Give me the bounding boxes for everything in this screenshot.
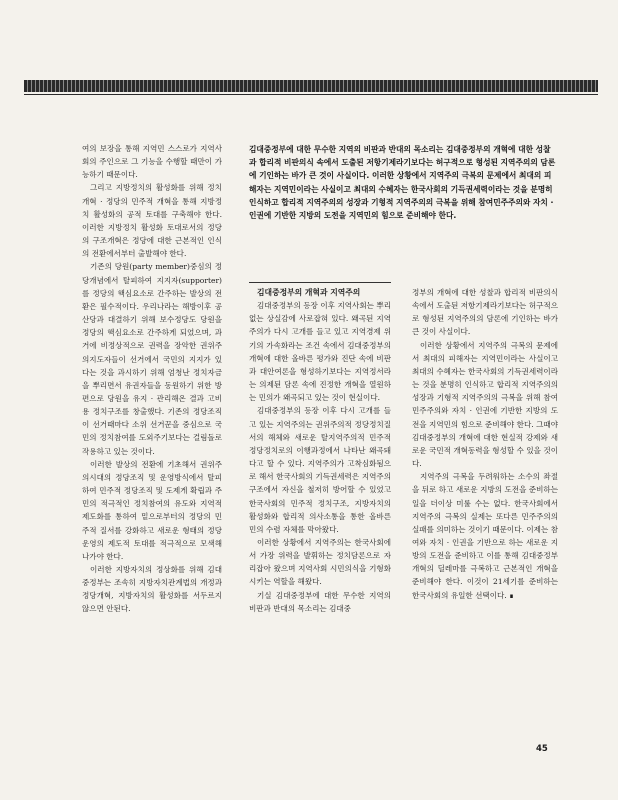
paragraph: 기존의 당원(party member)중심의 정당개념에서 탈피하여 지지자(supporter)를 정당의 핵심요소로 간주하는 발상의 전환은 필수적이다. 우리나라는 해방이후 공산당과 대결하기 위해 보수정당도 당원을 정당의 핵심요소로 간주하게 되었으며, 과거에 비정상적으로 권력을 장악한 권위주의지도자들이 선거에서 국민의 지지가 있다는 것을 과시하기 위해 엄청난 정치자금을 뿌리면서 유권자들을 동원하기 위한 방편으로 당원을 유지 · 관리해온 결과 고비용 정치구조를 창출했다. 기존의 정당조직이 선거때마다 소위 선거꾼을 중심으로 국민의 정치참여를 도외주기보다는 걸림돌로 작용하고 있는 것이다.: [82, 262, 222, 456]
paragraph: 이러한 지방자치의 정상화를 위해 김대중정부는 조속히 지방자치관계법의 개정과 정당개혁, 지방자치의 활성화를 서두르지 않으면 안된다.: [82, 565, 222, 614]
pull-quote: [249, 143, 557, 222]
paragraph: 김대중정부의 등장 이후 다시 고개를 들고 있는 지역주의는 권위주의적 정당정치질서의 해체와 새로운 탈지역주의적 민주적 정당정치로의 이행과정에서 나타난 왜곡돼다고 할 수 있다. 지역주의가 고착심화됨으로 해서 한국사회의 기득권세력은 지역주의 구조에서 자신을 철저히 방어할 수 있었고 한국사회의 민주적 정치구조, 지방자치의 활성화와 합리적 의사소통을 통한 올바른 민의 수렴 자체를 막아왔다.: [249, 406, 391, 534]
paragraph: 기실 김대중정부에 대한 무수한 지역의 비판과 반대의 목소리는 김대중: [249, 590, 391, 613]
paragraph: 김대중정부의 등장 이후 지역사회는 뿌리없는 상실감에 사로잡혀 있다. 왜곡된 지역주의가 다시 고개를 들고 있고 지역경제 위기의 가속화라는 조건 속에서 김대중정부의 개혁에 대한 올바른 평가와 진단 속에 비판과 대안여론을 형성하기보다는 지역정서라는 의제된 담론 속에 진정한 개혁을 열원하는 민의가 왜곡되고 있는 것이 현실이다.: [249, 301, 391, 403]
paragraph: 지역주의 극복을 두려워하는 소수의 좌절을 뒤로 하고 새로운 지방의 도전을 준비하는 일을 더이상 미룰 수는 없다. 한국사회에서 지역주의 극복의 실제는 또다른 민주주의의 실패를 의미하는 것이기 때문이다. 이제는 참여와 자치 · 인권을 기반으로 하는 새로운 지방의 도전을 준비하고 이를 통해 김대중정부 개혁의 딜레마를 극복하고 근본적인 개혁을 준비해야 한다. 이것이 21세기를 준비하는 한국사회의 유일한 선택이다. ∎: [412, 472, 558, 600]
header-rule: [24, 80, 598, 92]
paragraph: 이러한 상황에서 지역주의는 한국사회에서 가장 위력을 발휘하는 정치담론으로 자리잡아 왔으며 지역사회 시민의식을 기형화시키는 역할을 해왔다.: [249, 537, 391, 587]
section-title: 김대중정부의 개혁과 지역주의: [257, 288, 361, 297]
section-rule: [249, 282, 391, 283]
pull-quote-text: 김대중정부에 대한 무수한 지역의 비판과 반대의 목소리는 김대중정부의 개혁에 대한 성찰과 합리적 비판의식 속에서 도출된 저항기제라기보다는 허구적으로 형성된 지역주의의 담론에 기인하는 바가 큰 것이 사실이다. 이러한 상황에서 지역주의 극복의 문제에서 최대의 피해자는 지역민이라는 사실이고 최대의 수혜자는 한국사회의 기득권세력이라는 것을 분명히 인식하고 합리적 지역주의의 성장과 기형적 지역주의의 극복을 위해 참여민주주의와 자치 · 인권에 기반한 지방의 도전을 지역민의 힘으로 준비해야 한다.: [249, 145, 556, 221]
paragraph: 이러한 발상의 전환에 기초해서 권위주의시대의 정당조직 및 운영방식에서 탈피하여 민주적 정당조직 및 도제게 확립과 주민의 적극적인 정치참여의 유도와 지역적 제도화를 통하여 밑으로부터의 정당의 민주적 질서를 강화하고 새로운 형태의 정당운영의 제도적 토대를 적극적으로 모색해 나가야 한다.: [82, 459, 222, 561]
paragraph: 정부의 개혁에 대한 성찰과 합리적 비판의식 속에서 도출된 저항기제라기보다는 허구적으로 형성된 지역주의의 담론에 기인하는 바가 큰 것이 사실이다.: [412, 288, 558, 337]
column-right: [412, 286, 558, 602]
paragraph: 그리고 지방정치의 활성화를 위해 정치개혁 · 정당의 민주적 개혁을 통해 지방정치 활성화의 공적 토대를 구축해야 한다. 이러한 지방정치 활성화 토대로서의 정당의 구조개혁은 정당에 대한 근본적인 인식의 전환에서부터 출발해야 한다.: [82, 183, 222, 259]
page-number: 45: [536, 744, 548, 754]
paragraph: 여의 보장을 통해 지역민 스스로가 지역사회의 주인으로 그 기능을 수행할 때만이 가능하기 때문이다.: [82, 144, 222, 180]
column-left: [82, 142, 222, 616]
header-rule-thin: [24, 94, 598, 95]
column-middle: [249, 286, 391, 615]
paragraph: 이러한 상황에서 지역주의 극복의 문제에서 최대의 피해자는 지역민이라는 사실이고 최대의 수혜자는 한국사회의 기득권세력이라는 것을 분명히 인식하고 합리적 지역주의의 성장과 기형적 지역주의의 극복을 위해 참여민주주의와 자치 · 인권에 기반한 지방의 도전을 지역민의 힘으로 준비해야 한다. 그때야 김대중정부의 개혁에 대한 현실적 강제와 새로운 국민적 개혁동력을 형성할 수 있을 것이다.: [412, 340, 558, 469]
